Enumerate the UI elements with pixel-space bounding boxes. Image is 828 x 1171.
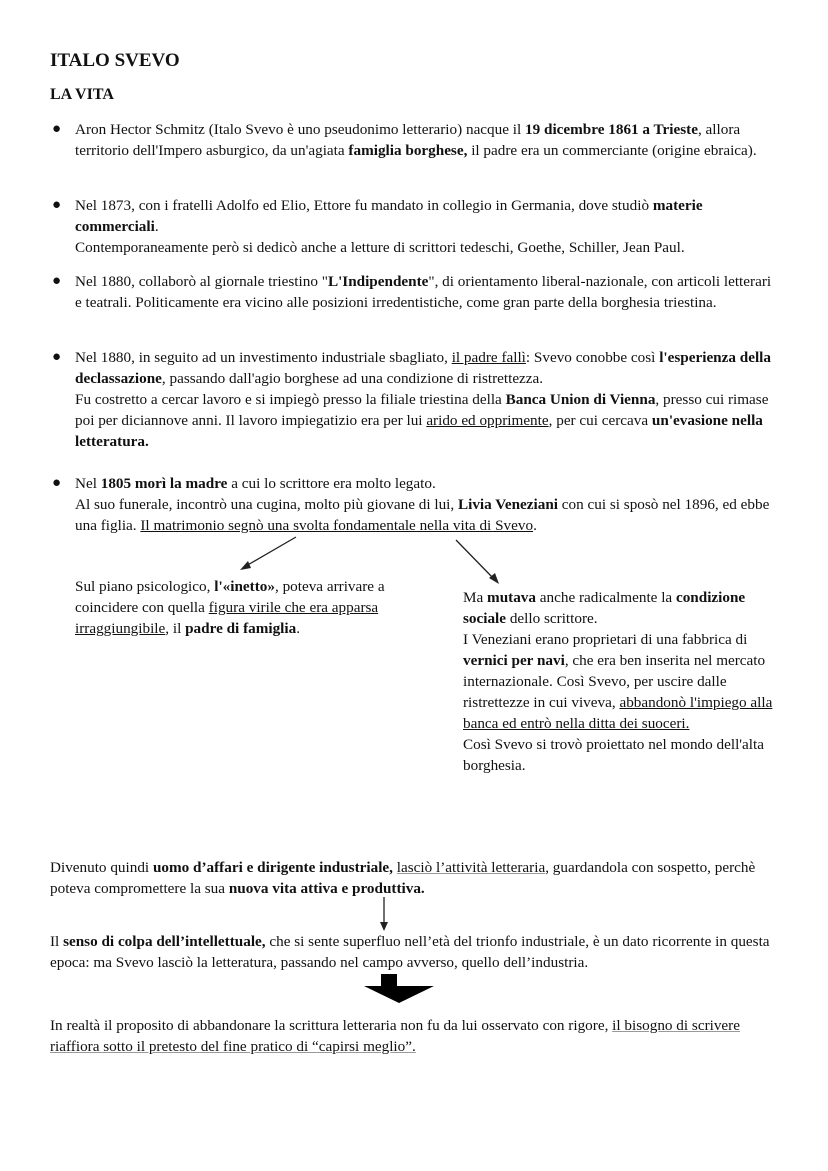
bullet-birth: ● Aron Hector Schmitz (Italo Svevo è uno pseudonimo letterario) nacque il 19 dicembre 1861 a Trieste, allora territorio dell'Impero asburgico, da un'agiata famiglia borghese, il padre era un commerciante (origine ebraica).	[52, 121, 757, 159]
social-column: Ma mutava anche radicalmente la condizione sociale dello scrittore. I Veneziani erano proprietari di una fabbrica di vernici per navi, che era ben inserita nel mercato internazionale. Così Svevo, per uscire dalle ristrettezze in cui viveva, abbandonò l'impiego alla banca ed entrò nella ditta dei suoceri. Così Svevo si trovò proiettato nel mondo dell'alta borghesia.	[463, 589, 773, 774]
bullet-bankruptcy: ● Nel 1880, in seguito ad un investimento industriale sbagliato, il padre fallì: Svevo conobbe così l'esperienza della declassazione, passando dall'agio borghese ad una condizione di ristrettezza. Fu costretto a cercar lavoro e si impiegò presso la filiale triestina della Banca Union di Vienna, presso cui rimase poi per diciannove anni. Il lavoro impiegatizio era per lui arido ed opprimente, per cui cercava un'evasione nella letteratura.	[52, 349, 771, 450]
page-title: ITALO SVEVO	[50, 50, 180, 71]
paragraph-business: Divenuto quindi uomo d’affari e dirigente industriale, lasciò l’attività letteraria, guardandola con sospetto, perchè poteva compromettere la sua nuova vita attiva e produttiva.	[50, 859, 756, 897]
bullet-journal: ● Nel 1880, collaborò al giornale triestino "L'Indipendente", di orientamento liberal-nazionale, con articoli letterari e teatrali. Politicamente era vicino alle posizioni irredentistiche, come gran parte della borghesia triestina.	[52, 273, 772, 311]
paragraph-writing: In realtà il proposito di abbandonare la scrittura letteraria non fu da lui osservato con rigore, il bisogno di scrivere riaffiora sotto il pretesto del fine pratico di “capirsi meglio”.	[50, 1017, 740, 1055]
bullet-dot: ●	[52, 273, 62, 289]
big-arrow-down-icon	[364, 974, 434, 1003]
bullet-education: ● Nel 1873, con i fratelli Adolfo ed Elio, Ettore fu mandato in collegio in Germania, dove studiò materie commerciali. Contemporaneamente però si dedicò anche a letture di scrittori tedeschi, Goethe, Schiller, Jean Paul.	[52, 197, 703, 256]
arrow-right-icon	[456, 540, 499, 584]
bullet-dot: ●	[52, 121, 62, 137]
bullet-marriage: ● Nel 1805 morì la madre a cui lo scrittore era molto legato. Al suo funerale, incontrò una cugina, molto più giovane di lui, Livia Veneziani con cui si sposò nel 1896, ed ebbe una figlia. Il matrimonio segnò una svolta fondamentale nella vita di Svevo.	[52, 475, 770, 534]
bullet-dot: ●	[52, 197, 62, 213]
arrow-down-icon	[380, 897, 388, 931]
paragraph-guilt: Il senso di colpa dell’intellettuale, che si sente superfluo nell’età del trionfo industriale, è un dato ricorrente in questa epoca: ma Svevo lasciò la letteratura, passando nel campo avverso, quello dell’industria.	[50, 933, 770, 971]
section-heading: LA VITA	[50, 86, 114, 103]
bullet-dot: ●	[52, 475, 62, 491]
psychological-column: Sul piano psicologico, l'«inetto», poteva arrivare a coincidere con quella figura virile che era apparsa irraggiungibile, il padre di famiglia.	[75, 578, 385, 637]
bullet-dot: ●	[52, 349, 62, 365]
arrow-left-icon	[240, 537, 296, 570]
